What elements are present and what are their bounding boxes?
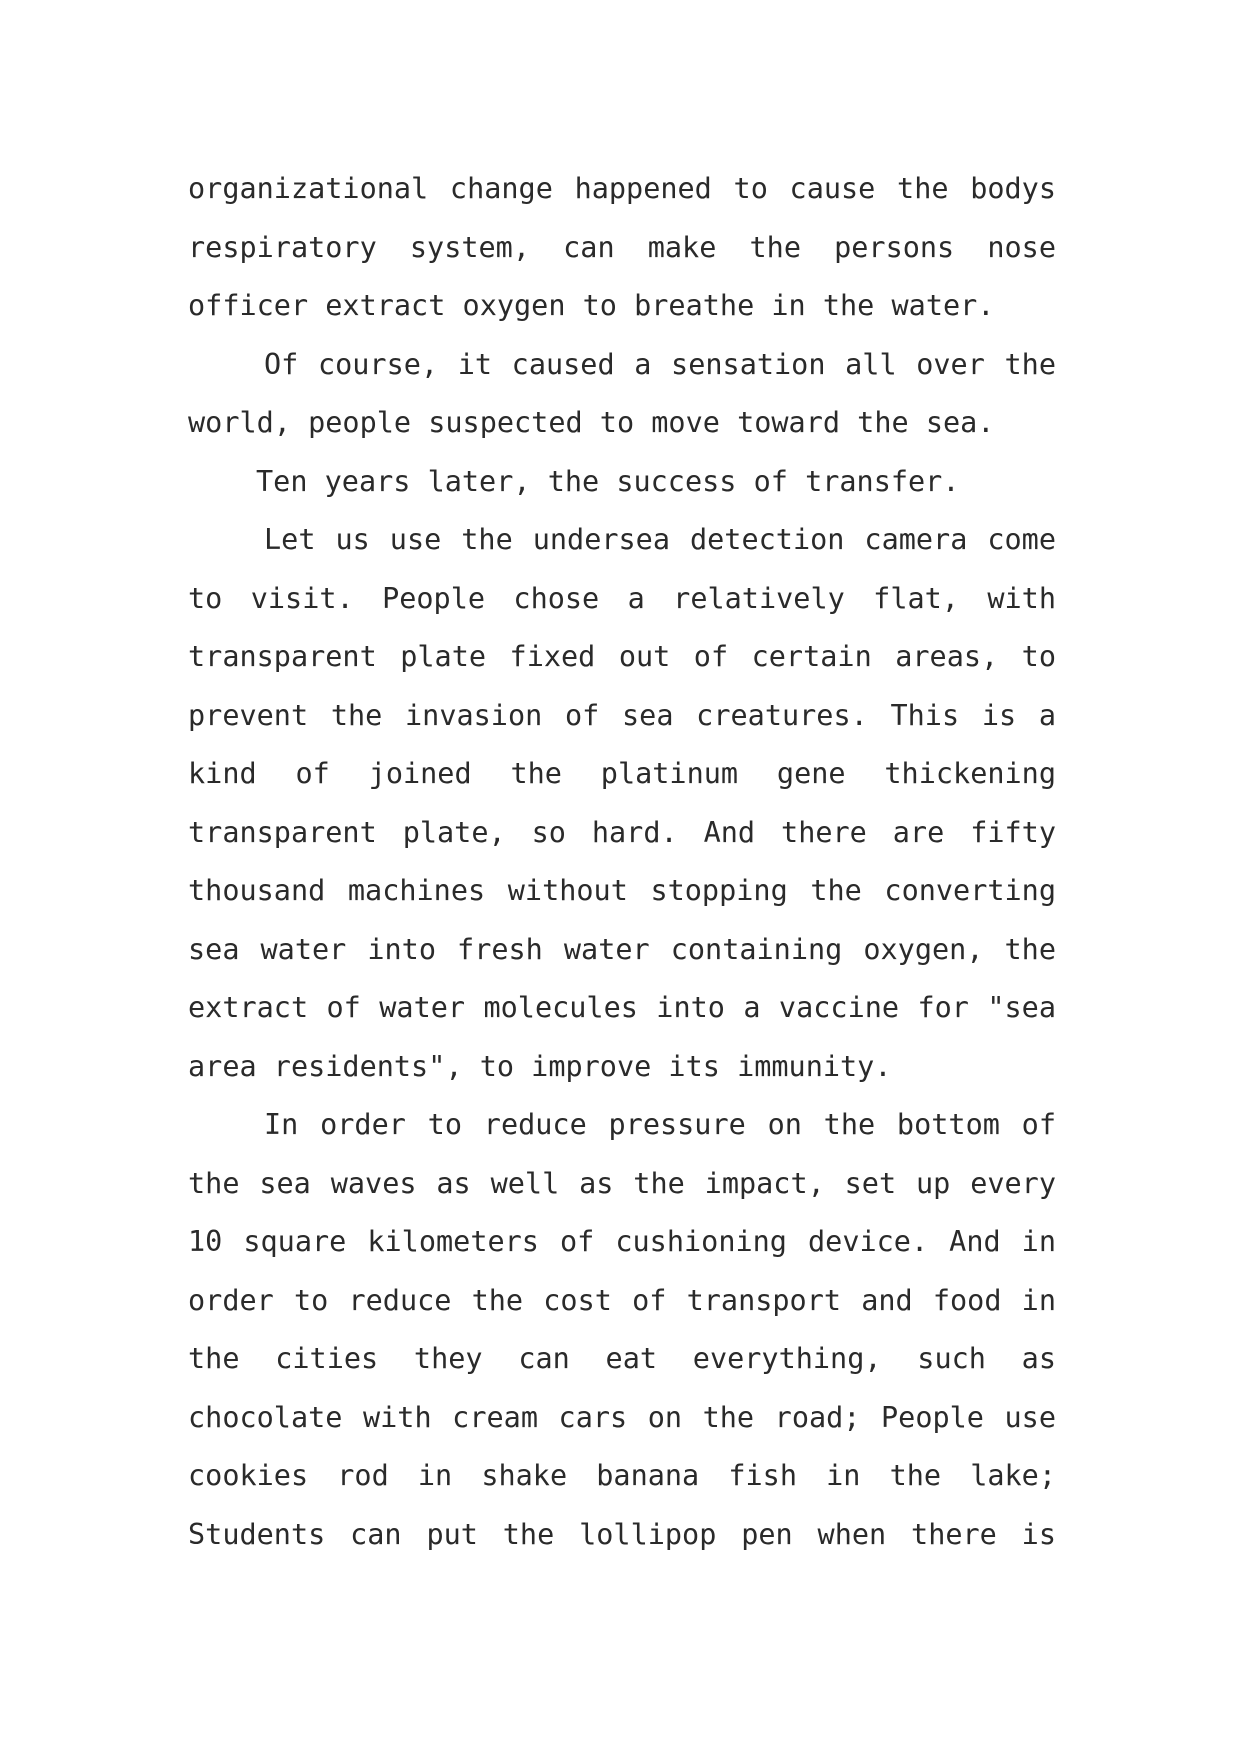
text-line: the cities they can eat everything, such as [188, 1342, 1056, 1375]
text-line: organizational change happened to cause the bodys [188, 172, 1056, 205]
paragraph-start-line: Ten years later, the success of transfer. [256, 464, 960, 498]
paragraph-start-line: Let us use the undersea detection camera come [264, 523, 1056, 556]
text-line: to visit. People chose a relatively flat, with [188, 581, 1056, 615]
text-line: Students can put the lollipop pen when there is [188, 1517, 1056, 1551]
text-line: 10 square kilometers of cushioning device. And in [188, 1225, 1056, 1258]
text-line: respiratory system, can make the persons nose [188, 230, 1056, 264]
text-line: the sea waves as well as the impact, set up every [188, 1166, 1056, 1200]
text-line: prevent the invasion of sea creatures. This is a [188, 698, 1056, 732]
text-line: kind of joined the platinum gene thickening [188, 757, 1056, 790]
text-line: area residents", to improve its immunity. [188, 1049, 892, 1083]
paragraph-start-line: Of course, it caused a sensation all over the [264, 347, 1056, 381]
text-line: chocolate with cream cars on the road; People use [188, 1400, 1056, 1434]
text-line: extract of water molecules into a vaccine for "sea [188, 991, 1056, 1024]
text-line: transparent plate fixed out of certain areas, to [188, 640, 1056, 673]
text-line: sea water into fresh water containing oxygen, the [188, 932, 1056, 966]
text-line: officer extract oxygen to breathe in the water. [188, 289, 995, 322]
text-line: world, people suspected to move toward the sea. [188, 406, 995, 439]
text-line: thousand machines without stopping the converting [188, 874, 1056, 907]
text-line: transparent plate, so hard. And there are fifty [188, 815, 1056, 849]
text-line: order to reduce the cost of transport and food in [188, 1283, 1056, 1317]
body-text [188, 160, 1056, 1564]
text-line: cookies rod in shake banana fish in the lake; [188, 1459, 1056, 1492]
paragraph-start-line: In order to reduce pressure on the bottom of [264, 1108, 1056, 1141]
